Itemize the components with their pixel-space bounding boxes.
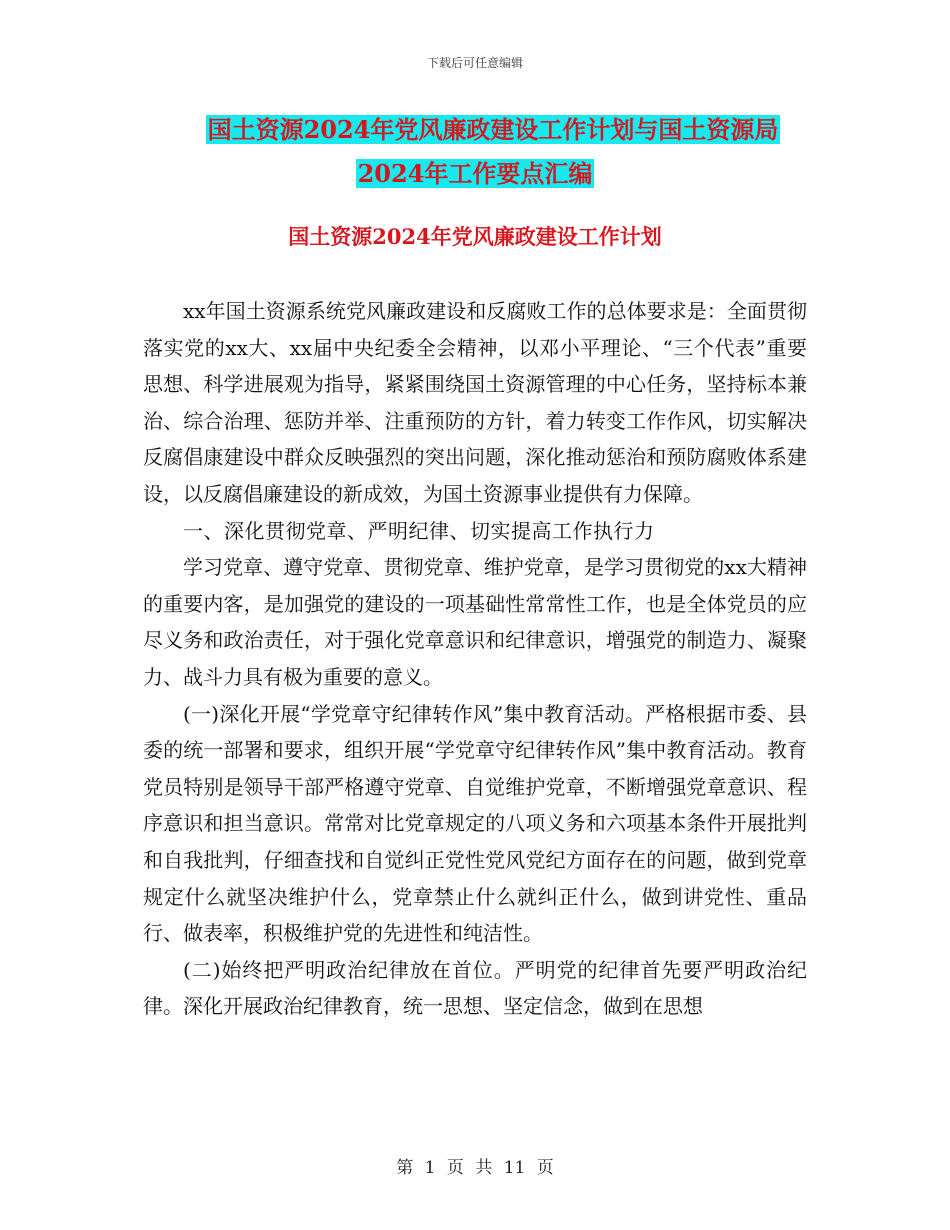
document-body — [143, 293, 807, 1025]
document-title-line-2 — [0, 157, 950, 191]
page-number-footer: 第 1 页 共 11 页 — [396, 1158, 554, 1178]
document-title-line-2-text: 2024年工作要点汇编 — [357, 159, 593, 188]
header-note: 下载后可任意编辑 — [426, 56, 523, 70]
paragraph-intro: xx年国土资源系统党风廉政建设和反腐败工作的总体要求是：全面贯彻落实党的xx大、xx届中央纪委全会精神，以邓小平理论、“三个代表”重要思想、科学进展观为指导，紧紧围绕国土资源管理的中心任务，坚持标本兼治、综合治理、惩防并举、注重预防的方针，着力转变工作作风，切实解决反腐倡康建设中群众反映强烈的突出问题，深化推动惩治和预防腐败体系建设，以反腐倡廉建设的新成效，为国土资源事业提供有力保障。 — [143, 299, 807, 506]
section-title: 国土资源2024年党风廉政建设工作计划 — [288, 224, 662, 249]
paragraph-4: (二)始终把严明政治纪律放在首位。严明党的纪律首先要严明政治纪律。深化开展政治纪律教育，统一思想、坚定信念，做到在思想 — [143, 957, 807, 1019]
paragraph-heading-1: 一、深化贯彻党章、严明纪律、切实提高工作执行力 — [183, 518, 655, 543]
paragraph-3: (一)深化开展“学党章守纪律转作风”集中教育活动。严格根据市委、县委的统一部署和要求，组织开展“学党章守纪律转作风”集中教育活动。教育党员特别是领导干部严格遵守党章、自觉维护党章，不断增强党章意识、程序意识和担当意识。常常对比党章规定的八项义务和六项基本条件开展批判和自我批判，仔细查找和自觉纠正党性党风党纪方面存在的问题，做到党章规定什么就坚决维护什么，党章禁止什么就纠正什么，做到讲党性、重品行、做表率，积极维护党的先进性和纯洁性。 — [143, 701, 807, 946]
document-title-line-1 — [0, 113, 950, 147]
paragraph-2: 学习党章、遵守党章、贯彻党章、维护党章，是学习贯彻党的xx大精神的重要内客，是加强党的建设的一项基础性常常性工作，也是全体党员的应尽义务和政治责任，对于强化党章意识和纪律意识，增强党的制造力、凝聚力、战斗力具有极为重要的意义。 — [143, 555, 807, 689]
document-title-line-1-text: 国土资源2024年党风廉政建设工作计划与国土资源局 — [207, 115, 779, 144]
